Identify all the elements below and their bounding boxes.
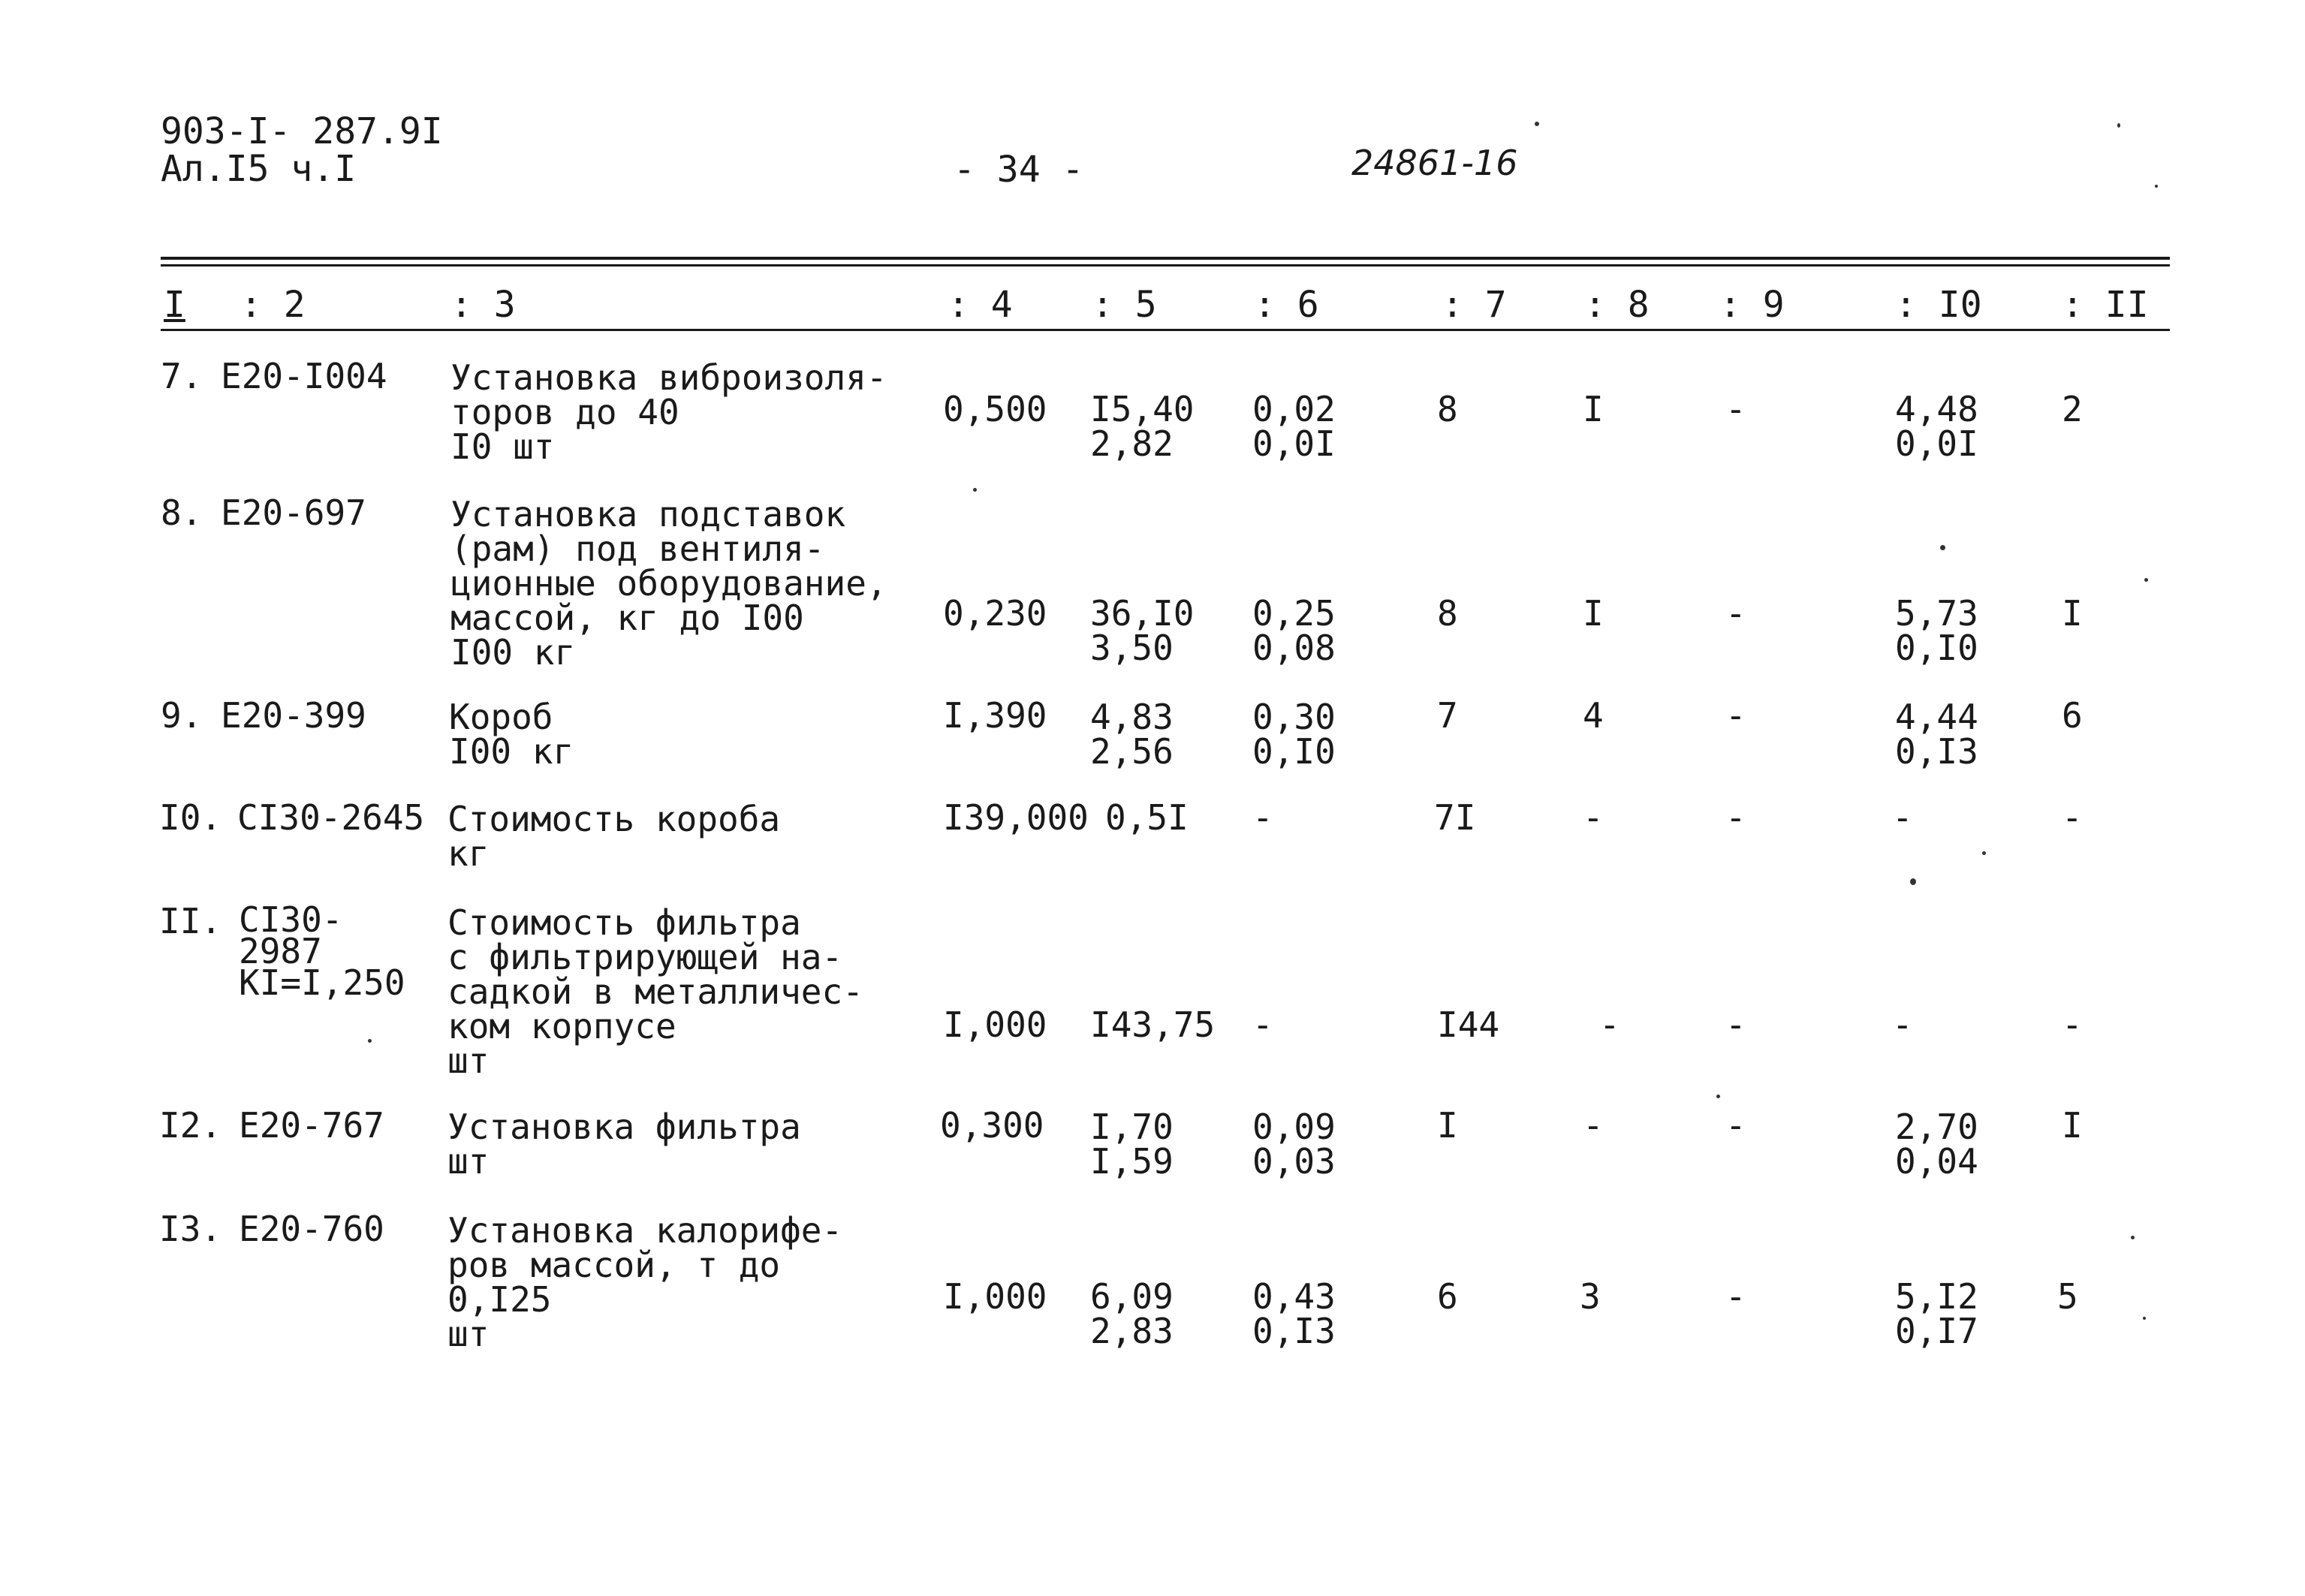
row-col7: 8 xyxy=(1437,593,1458,634)
col-header-7: : 7 xyxy=(1442,284,1507,326)
row-number: I2. xyxy=(159,1105,222,1146)
row-col10: 4,48 0,0I xyxy=(1895,389,1978,464)
row-col5: 0,5I xyxy=(1105,797,1189,838)
row-description: Установка калорифе- ров массой, т до 0,I25 шт xyxy=(447,1210,843,1354)
scan-speck xyxy=(1982,851,1986,855)
row-col4: 0,300 xyxy=(940,1105,1044,1146)
row-col6: 0,43 0,I3 xyxy=(1252,1276,1336,1351)
scan-speck xyxy=(1535,122,1539,126)
row-number: II. xyxy=(159,901,222,941)
row-col9: - xyxy=(1725,1105,1746,1146)
row-code: E20-760 xyxy=(239,1209,384,1249)
row-col8: - xyxy=(1583,797,1604,838)
col-header-10: : I0 xyxy=(1895,284,1982,326)
scan-speck xyxy=(2155,185,2158,188)
row-col11: 5 xyxy=(2057,1276,2078,1317)
row-col5: I5,40 2,82 xyxy=(1090,389,1195,464)
row-col9: - xyxy=(1725,593,1746,634)
col-header-8: : 8 xyxy=(1584,284,1650,326)
row-col9: - xyxy=(1725,1276,1746,1317)
row-col8: I xyxy=(1583,389,1604,429)
row-col5: 4,83 2,56 xyxy=(1090,697,1174,772)
row-col7: 7 xyxy=(1437,695,1458,736)
row-description: Установка фильтра шт xyxy=(447,1107,801,1182)
row-col7: I44 xyxy=(1437,1004,1500,1045)
row-description: Короб I00 кг xyxy=(449,697,574,772)
row-col4: 0,230 xyxy=(943,593,1047,634)
col-header-2: : 2 xyxy=(240,284,306,326)
row-col8: 4 xyxy=(1583,695,1604,736)
col-header-1: I xyxy=(164,284,185,326)
row-col7: 7I xyxy=(1434,797,1476,838)
row-col11: - xyxy=(2062,1004,2083,1045)
row-number: I3. xyxy=(159,1209,222,1249)
row-col8: 3 xyxy=(1580,1276,1601,1317)
row-col11: 6 xyxy=(2062,695,2083,736)
row-col11: - xyxy=(2062,797,2083,838)
row-code: E20-697 xyxy=(221,492,366,533)
row-col7: 6 xyxy=(1437,1276,1458,1317)
row-col7: 8 xyxy=(1437,389,1458,429)
row-col4: I39,000 xyxy=(943,797,1089,838)
row-col10: 2,70 0,04 xyxy=(1895,1107,1978,1182)
row-col4: I,000 xyxy=(943,1004,1047,1045)
row-col5: 6,09 2,83 xyxy=(1090,1276,1174,1351)
scan-speck xyxy=(2143,1317,2146,1320)
row-col9: - xyxy=(1725,1004,1746,1045)
scan-speck xyxy=(1716,1095,1720,1098)
row-code: E20-I004 xyxy=(221,356,387,396)
row-col10: 4,44 0,I3 xyxy=(1895,697,1978,772)
row-code: CI30- 2987 KI=I,250 xyxy=(239,899,405,1003)
col-header-3: : 3 xyxy=(450,284,516,326)
row-description: Стоимость короба кг xyxy=(447,799,781,874)
row-col4: I,390 xyxy=(943,695,1047,736)
row-col10: 5,73 0,I0 xyxy=(1895,593,1978,668)
scan-speck xyxy=(2131,1236,2135,1239)
scan-speck xyxy=(368,1039,372,1043)
row-col10: 5,I2 0,I7 xyxy=(1895,1276,1978,1351)
row-col6: - xyxy=(1252,797,1273,838)
row-col6: 0,02 0,0I xyxy=(1252,389,1336,464)
row-description: Установка виброизоля- торов до 40 I0 шт xyxy=(450,357,887,467)
row-number: I0. xyxy=(159,797,222,838)
scan-speck xyxy=(1910,878,1916,885)
page-number: - 34 - xyxy=(954,149,1084,191)
row-col9: - xyxy=(1725,797,1746,838)
header-bottom-rule xyxy=(161,329,2170,331)
row-col6: 0,30 0,I0 xyxy=(1252,697,1336,772)
row-col9: - xyxy=(1725,389,1746,429)
row-col10: - xyxy=(1892,1004,1913,1045)
scan-speck xyxy=(1940,545,1945,550)
row-col11: 2 xyxy=(2062,389,2083,429)
top-double-rule-2 xyxy=(161,264,2170,267)
row-number: 8. xyxy=(161,492,203,533)
document-code-line1: 903-I- 287.9I xyxy=(161,110,443,152)
row-col4: 0,500 xyxy=(943,389,1047,429)
row-col11: I xyxy=(2062,1105,2083,1146)
row-col9: - xyxy=(1725,695,1746,736)
col-header-5: : 5 xyxy=(1092,284,1157,326)
col-header-9: : 9 xyxy=(1719,284,1785,326)
row-col5: I,70 I,59 xyxy=(1090,1107,1174,1182)
top-double-rule-1 xyxy=(161,257,2170,260)
row-col7: I xyxy=(1437,1105,1458,1146)
handwritten-number: 24861-16 xyxy=(1351,143,1518,183)
row-col8: - xyxy=(1583,1105,1604,1146)
row-col4: I,000 xyxy=(943,1276,1047,1317)
row-col6: - xyxy=(1252,1004,1273,1045)
row-col8: I xyxy=(1583,593,1604,634)
row-code: E20-399 xyxy=(221,695,366,736)
document-code-line2: Ал.I5 ч.I xyxy=(161,148,357,190)
col-header-6: : 6 xyxy=(1254,284,1319,326)
col-header-4: : 4 xyxy=(948,284,1013,326)
row-col8: - xyxy=(1599,1004,1620,1045)
row-number: 9. xyxy=(161,695,203,736)
scan-speck xyxy=(973,488,977,492)
row-number: 7. xyxy=(161,356,203,396)
row-col5: 36,I0 3,50 xyxy=(1090,593,1195,668)
row-col10: - xyxy=(1892,797,1913,838)
row-col6: 0,25 0,08 xyxy=(1252,593,1336,668)
row-col5: I43,75 xyxy=(1090,1004,1216,1045)
scan-speck xyxy=(2117,123,2120,128)
row-col6: 0,09 0,03 xyxy=(1252,1107,1336,1182)
row-code: E20-767 xyxy=(239,1105,384,1146)
document-code xyxy=(161,110,443,190)
row-description: Установка подставок (рам) под вентиля- ционные оборудование, массой, кг до I00 I00 кг xyxy=(450,494,887,673)
col-header-11: : II xyxy=(2062,284,2149,326)
row-description: Стоимость фильтра с фильтрирующей на- садкой в металличес- ком корпусе шт xyxy=(447,902,863,1081)
row-code: CI30-2645 xyxy=(237,797,425,838)
scan-speck xyxy=(2144,578,2148,582)
row-col11: I xyxy=(2062,593,2083,634)
